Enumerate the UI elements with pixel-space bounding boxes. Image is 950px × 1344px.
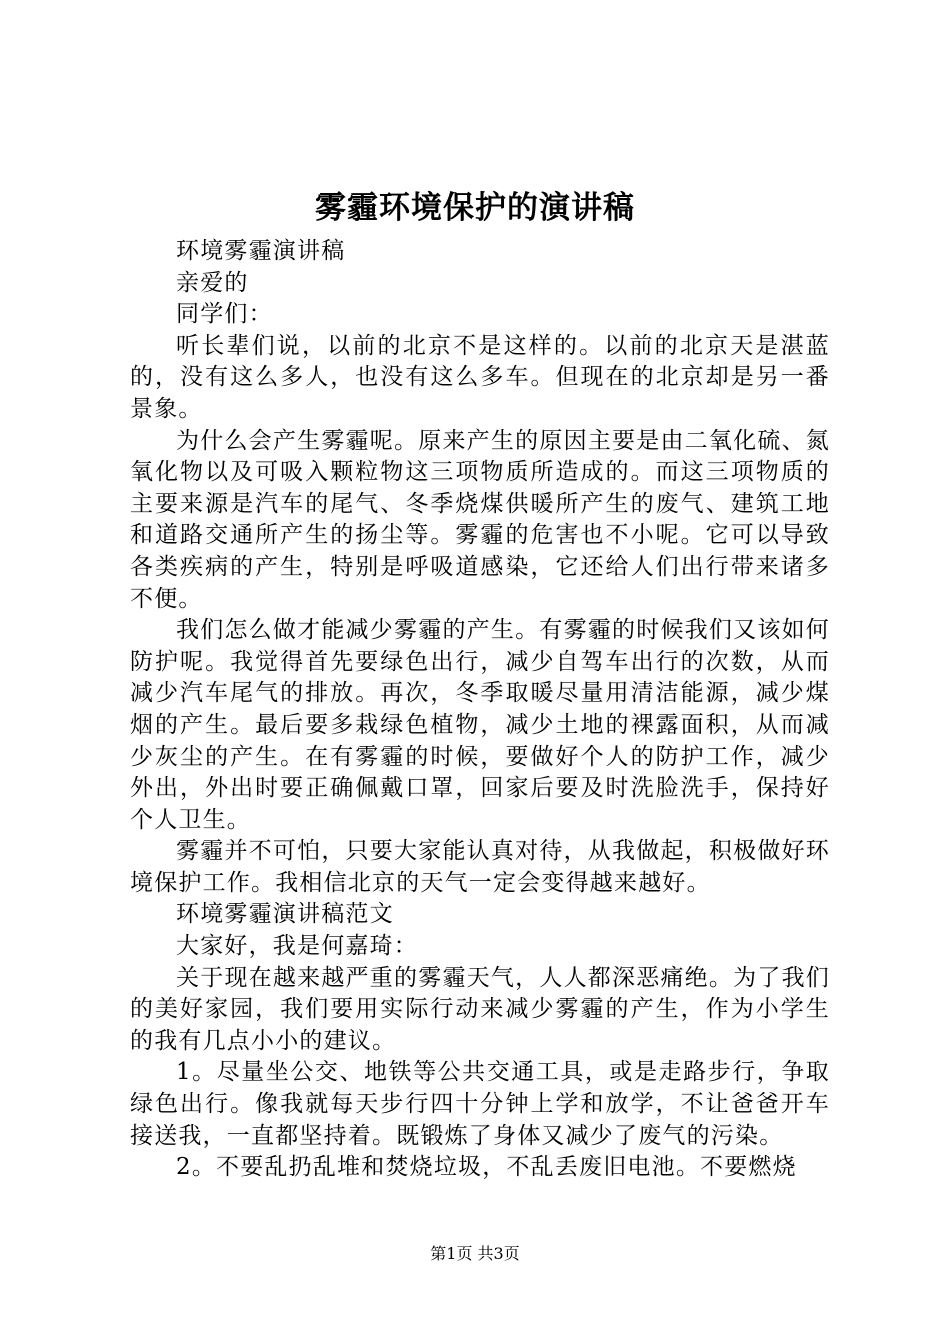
paragraph: 为什么会产生雾霾呢。原来产生的原因主要是由二氧化硫、氮氧化物以及可吸入颗粒物这三项物质所造成的。而这三项物质的主要来源是汽车的尾气、冬季烧煤供暖所产生的废气、建筑工地和道路交通所产生的扬尘等。雾霾的危害也不小呢。它可以导致各类疾病的产生，特别是呼吸道感染，它还给人们出行带来诸多不便。 <box>130 427 830 612</box>
paragraph: 2。不要乱扔乱堆和焚烧垃圾，不乱丢废旧电池。不要燃烧 <box>176 1154 797 1181</box>
paragraph: 雾霾并不可怕，只要大家能认真对待，从我做起，积极做好环境保护工作。我相信北京的天气一定会变得越来越好。 <box>130 838 830 896</box>
document-body <box>130 236 830 1184</box>
paragraph: 环境雾霾演讲稿范文 <box>176 901 394 928</box>
paragraph: 环境雾霾演讲稿 <box>176 238 346 264</box>
paragraph: 听长辈们说，以前的北京不是这样的。以前的北京天是湛蓝的，没有这么多人，也没有这么多车。但现在的北京却是另一番景象。 <box>130 332 830 422</box>
paragraph: 同学们： <box>176 301 273 328</box>
page-footer: 第1页 共3页 <box>430 1244 520 1263</box>
paragraph: 大家好，我是何嘉琦： <box>176 933 418 960</box>
paragraph: 1。尽量坐公交、地铁等公共交通工具，或是走路步行，争取绿色出行。像我就每天步行四十分钟上学和放学，不让爸爸开车接送我，一直都坚持着。既锻炼了身体又减少了废气的污染。 <box>130 1059 830 1149</box>
paragraph: 我们怎么做才能减少雾霾的产生。有雾霾的时候我们又该如何防护呢。我觉得首先要绿色出行，减少自驾车出行的次数，从而减少汽车尾气的排放。再次，冬季取暖尽量用清洁能源，减少煤烟的产生。最后要多栽绿色植物，减少土地的裸露面积，从而减少灰尘的产生。在有雾霾的时候，要做好个人的防护工作，减少外出，外出时要正确佩戴口罩，回家后要及时洗脸洗手，保持好个人卫生。 <box>130 617 830 833</box>
document-title: 雾霾环境保护的演讲稿 <box>315 190 635 226</box>
paragraph: 亲爱的 <box>176 269 249 296</box>
paragraph: 关于现在越来越严重的雾霾天气，人人都深恶痛绝。为了我们的美好家园，我们要用实际行动来减少雾霾的产生，作为小学生的我有几点小小的建议。 <box>130 964 830 1054</box>
